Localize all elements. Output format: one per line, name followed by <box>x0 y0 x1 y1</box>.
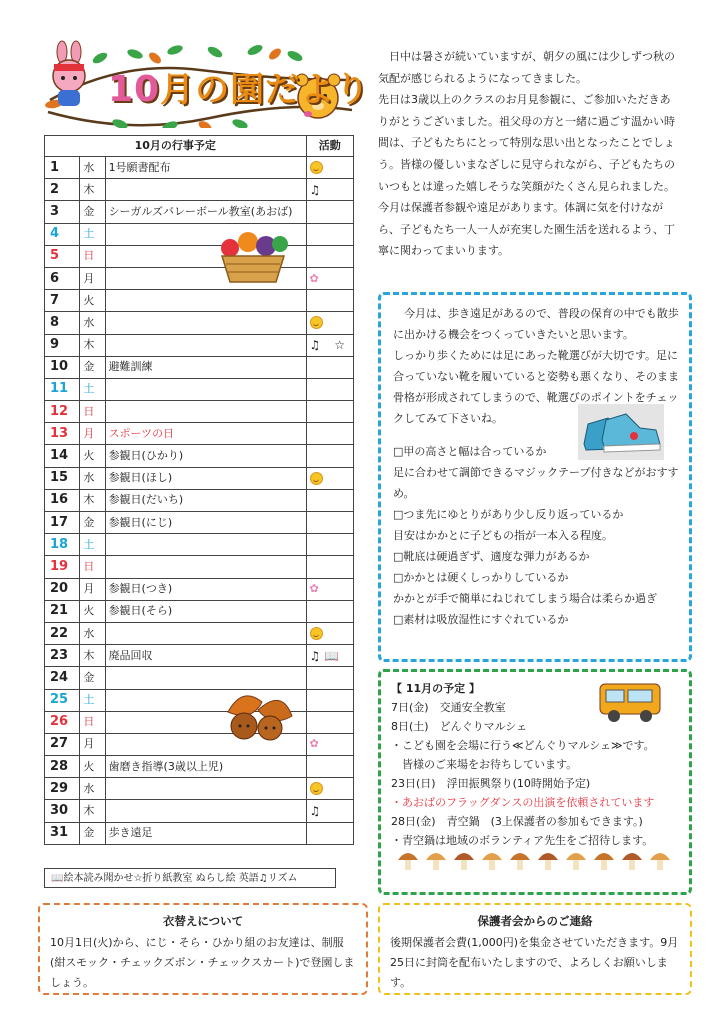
weekday-cell: 土 <box>80 534 105 556</box>
weekday-cell: 木 <box>80 489 105 511</box>
activity-cell <box>306 822 354 844</box>
event-cell: 1号願書配布 <box>105 157 306 179</box>
day-cell: 2 <box>45 179 80 201</box>
table-row <box>45 800 354 822</box>
activity-cell <box>306 201 354 223</box>
activity-legend: 📖絵本読み聞かせ☆折り紙教室 ぬらし絵 英語♫リズム <box>44 868 336 888</box>
day-cell: 18 <box>45 534 80 556</box>
pta-notice-title: 保護者会からのご連絡 <box>477 914 593 928</box>
table-row <box>45 733 354 755</box>
weekday-cell: 金 <box>80 512 105 534</box>
activity-cell <box>306 578 354 600</box>
day-cell: 14 <box>45 445 80 467</box>
clothing-change-box <box>38 903 368 995</box>
weekday-cell: 火 <box>80 290 105 312</box>
event-cell: 参観日(ひかり) <box>105 445 306 467</box>
weekday-cell: 水 <box>80 157 105 179</box>
event-cell: 参観日(つき) <box>105 578 306 600</box>
fruit-basket-icon <box>210 226 292 288</box>
smile-icon <box>310 161 323 174</box>
event-cell <box>105 800 306 822</box>
weekday-cell: 日 <box>80 245 105 267</box>
event-cell <box>105 556 306 578</box>
weekday-cell: 月 <box>80 267 105 289</box>
table-row <box>45 201 354 223</box>
table-row <box>45 467 354 489</box>
table-row <box>45 556 354 578</box>
mushroom-icon <box>398 853 418 870</box>
newsletter-title: 10月の園だより <box>108 69 371 110</box>
shoes-lead: 今月は、歩き遠足があるので、普段の保育の中でも散歩に出かける機会をつくっていきたいと思います。 <box>393 307 679 341</box>
event-cell: 参観日(ほし) <box>105 467 306 489</box>
weekday-cell: 土 <box>80 378 105 400</box>
weekday-cell: 木 <box>80 645 105 667</box>
day-cell: 22 <box>45 622 80 644</box>
day-cell: 30 <box>45 800 80 822</box>
weekday-cell: 月 <box>80 578 105 600</box>
day-cell: 12 <box>45 401 80 423</box>
activity-cell <box>306 157 354 179</box>
day-cell: 8 <box>45 312 80 334</box>
november-item: ・あおばのフラッグダンスの出演を依頼されています <box>391 796 655 809</box>
smile-icon <box>310 472 323 485</box>
table-row <box>45 645 354 667</box>
event-cell: 避難訓練 <box>105 356 306 378</box>
mushroom-icon <box>454 853 474 870</box>
event-cell: 廃品回収 <box>105 645 306 667</box>
activity-cell <box>306 245 354 267</box>
event-cell: シーガルズバレーボール教室(あおば) <box>105 201 306 223</box>
activity-cell <box>306 645 354 667</box>
table-row <box>45 534 354 556</box>
table-row <box>45 312 354 334</box>
pta-notice-box <box>378 903 692 995</box>
intro-paragraph: 今月は保護者参観や遠足があります。体調に気を付けながら、子どもたち一人一人が充実した園生活を送れるよう、丁寧に関わってまいります。 <box>378 201 675 258</box>
table-row <box>45 600 354 622</box>
day-cell: 20 <box>45 578 80 600</box>
event-cell <box>105 334 306 356</box>
mushroom-icon <box>650 853 670 870</box>
table-row <box>45 401 354 423</box>
activity-cell <box>306 290 354 312</box>
activity-cell <box>306 334 354 356</box>
table-row <box>45 778 354 800</box>
day-cell: 21 <box>45 600 80 622</box>
weekday-cell: 日 <box>80 556 105 578</box>
november-item: 皆様のご来場をお待ちしています。 <box>391 758 578 771</box>
event-cell: 参観日(そら) <box>105 600 306 622</box>
event-cell: スポーツの日 <box>105 423 306 445</box>
activity-cell <box>306 467 354 489</box>
intro-paragraph: 先日は3歳以上のクラスのお月見参観に、ご参加いただきありがとうございました。祖父母の方と一緒に過ごす温かい時間は、子どもたちにとって特別な思い出となったことでしょう。皆様の優しいまなざしに見守られながら、子どもたちのいつもとは違った嬉しそうな笑顔がたくさん見られました。 <box>378 93 675 193</box>
weekday-cell: 水 <box>80 312 105 334</box>
activity-cell <box>306 600 354 622</box>
intro-paragraph: 日中は暑さが続いていますが、朝夕の風には少しずつ秋の気配が感じられるようになってきました。 <box>378 50 675 85</box>
event-cell <box>105 622 306 644</box>
flower-icon: ✿ <box>309 737 319 751</box>
activity-cell <box>306 689 354 711</box>
activity-cell <box>306 445 354 467</box>
activity-cell <box>306 223 354 245</box>
activity-cell <box>306 800 354 822</box>
november-item: 7日(金) 交通安全教室 <box>391 701 506 714</box>
weekday-cell: 木 <box>80 334 105 356</box>
day-cell: 5 <box>45 245 80 267</box>
november-item: ・青空鍋は地域のボランティア先生をご招待します。 <box>391 834 654 847</box>
smile-icon <box>310 627 323 640</box>
weekday-cell: 金 <box>80 201 105 223</box>
checklist-item: □つま先にゆとりがあり少し反り返っているか <box>393 508 624 521</box>
music-note-icon: ♫ <box>309 804 321 819</box>
event-cell: 参観日(にじ) <box>105 512 306 534</box>
mushroom-icon <box>510 853 530 870</box>
event-cell <box>105 290 306 312</box>
activity-cell <box>306 312 354 334</box>
activity-cell <box>306 667 354 689</box>
activity-cell <box>306 179 354 201</box>
day-cell: 28 <box>45 756 80 778</box>
weekday-cell: 日 <box>80 401 105 423</box>
event-cell <box>105 534 306 556</box>
event-schedule-table <box>44 135 354 845</box>
mushroom-icon <box>594 853 614 870</box>
event-cell: 歩き遠足 <box>105 822 306 844</box>
music-note-icon: ♫ <box>309 182 321 197</box>
acorn-leaves-icon <box>222 682 294 744</box>
table-row <box>45 489 354 511</box>
mushroom-icon <box>538 853 558 870</box>
smile-icon <box>310 316 323 329</box>
table-row <box>45 290 354 312</box>
day-cell: 4 <box>45 223 80 245</box>
activity-cell <box>306 401 354 423</box>
weekday-cell: 火 <box>80 445 105 467</box>
weekday-cell: 水 <box>80 467 105 489</box>
november-item: 23日(日) 浮田振興祭り(10時開始予定) <box>391 777 591 790</box>
activity-cell <box>306 756 354 778</box>
november-item: 8日(土) どんぐりマルシェ <box>391 720 528 733</box>
day-cell: 3 <box>45 201 80 223</box>
weekday-cell: 木 <box>80 800 105 822</box>
day-cell: 9 <box>45 334 80 356</box>
music-note-icon: ♫ <box>309 648 321 663</box>
november-title: 【 11月の予定 】 <box>391 682 480 695</box>
mushroom-icon <box>426 853 446 870</box>
table-row <box>45 667 354 689</box>
november-item: ・こども園を会場に行う≪どんぐりマルシェ≫です。 <box>391 739 655 752</box>
day-cell: 17 <box>45 512 80 534</box>
activity-cell <box>306 356 354 378</box>
activity-cell <box>306 534 354 556</box>
day-cell: 10 <box>45 356 80 378</box>
flower-icon: ✿ <box>309 582 319 596</box>
table-row <box>45 423 354 445</box>
star-icon: ☆ <box>334 338 346 353</box>
day-cell: 15 <box>45 467 80 489</box>
weekday-cell: 水 <box>80 778 105 800</box>
activity-cell <box>306 423 354 445</box>
clothing-change-title: 衣替えについて <box>162 914 244 928</box>
food-truck-icon <box>596 678 666 724</box>
day-cell: 31 <box>45 822 80 844</box>
shoe-selection-box <box>378 292 692 662</box>
table-row <box>45 822 354 844</box>
day-cell: 27 <box>45 733 80 755</box>
weekday-cell: 金 <box>80 356 105 378</box>
day-cell: 25 <box>45 689 80 711</box>
activity-cell <box>306 512 354 534</box>
book-icon: 📖 <box>324 648 340 663</box>
weekday-cell: 火 <box>80 600 105 622</box>
shoes-paragraph: しっかり歩くためには足にあった靴選びが大切です。足に合っていない靴を履いていると姿勢も悪くなり、そのまま骨格が形成されてしまうので、靴選びのポイントをチェックしてみて下さいね。 <box>393 349 679 425</box>
event-cell: 歯磨き指導(3歳以上児) <box>105 756 306 778</box>
weekday-cell: 土 <box>80 223 105 245</box>
table-row <box>45 622 354 644</box>
checklist-note: 目安はかかとに子どもの指が一本入る程度。 <box>393 529 613 542</box>
weekday-cell: 水 <box>80 622 105 644</box>
table-row <box>45 756 354 778</box>
table-row <box>45 267 354 289</box>
table-row <box>45 578 354 600</box>
table-row <box>45 512 354 534</box>
weekday-cell: 金 <box>80 822 105 844</box>
activity-cell <box>306 778 354 800</box>
day-cell: 19 <box>45 556 80 578</box>
table-row <box>45 245 354 267</box>
event-cell <box>105 179 306 201</box>
table-row <box>45 223 354 245</box>
day-cell: 24 <box>45 667 80 689</box>
checklist-note: 足に合わせて調節できるマジックテープ付きなどがおすすめ。 <box>393 466 679 500</box>
activity-header: 活動 <box>306 136 354 157</box>
event-cell <box>105 312 306 334</box>
checklist-item: □甲の高さと幅は合っているか <box>393 445 547 458</box>
flower-icon: ✿ <box>309 271 319 285</box>
checklist-item: □素材は吸放湿性にすぐれているか <box>393 613 569 626</box>
event-cell <box>105 778 306 800</box>
activity-cell <box>306 378 354 400</box>
weekday-cell: 日 <box>80 711 105 733</box>
smile-icon <box>310 782 323 795</box>
november-item: 28日(金) 青空鍋 (3上保護者の参加もできます。) <box>391 815 643 828</box>
sneakers-icon <box>578 404 664 460</box>
activity-cell <box>306 733 354 755</box>
table-row <box>45 157 354 179</box>
table-header-row <box>45 136 354 157</box>
day-cell: 11 <box>45 378 80 400</box>
table-row <box>45 378 354 400</box>
event-cell <box>105 378 306 400</box>
clothing-change-body: 10月1日(火)から、にじ・そら・ひかり組のお友達は、制服(紺スモック・チェックズボン・チェックスカート)で登園しましょう。 <box>50 936 355 989</box>
day-cell: 7 <box>45 290 80 312</box>
day-cell: 6 <box>45 267 80 289</box>
activity-cell <box>306 711 354 733</box>
intro-text <box>378 46 678 262</box>
table-row <box>45 445 354 467</box>
music-note-icon: ♫ <box>309 338 321 353</box>
day-cell: 23 <box>45 645 80 667</box>
table-row <box>45 179 354 201</box>
activity-cell <box>306 267 354 289</box>
mushroom-icon <box>622 853 642 870</box>
weekday-cell: 金 <box>80 667 105 689</box>
event-cell <box>105 401 306 423</box>
weekday-cell: 木 <box>80 179 105 201</box>
table-row <box>45 356 354 378</box>
event-cell: 参観日(だいち) <box>105 489 306 511</box>
schedule-title: 10月の行事予定 <box>45 136 307 157</box>
weekday-cell: 月 <box>80 733 105 755</box>
table-row <box>45 689 354 711</box>
day-cell: 26 <box>45 711 80 733</box>
activity-cell <box>306 556 354 578</box>
activity-cell <box>306 489 354 511</box>
checklist-item: □かかとは硬くしっかりしているか <box>393 571 569 584</box>
weekday-cell: 火 <box>80 756 105 778</box>
table-row <box>45 334 354 356</box>
table-row <box>45 711 354 733</box>
weekday-cell: 土 <box>80 689 105 711</box>
pta-notice-body: 後期保護者会費(1,000円)を集金させていただきます。9月25日に封筒を配布いたしますので、よろしくお願いします。 <box>390 936 679 989</box>
checklist-item: □靴底は硬過ぎず、適度な弾力があるか <box>393 550 590 563</box>
day-cell: 13 <box>45 423 80 445</box>
day-cell: 29 <box>45 778 80 800</box>
mushroom-icon <box>566 853 586 870</box>
newsletter-header <box>40 40 371 128</box>
checklist-note: かかとが手で簡単にねじれてしまう場合は柔らか過ぎ <box>393 592 657 605</box>
day-cell: 1 <box>45 157 80 179</box>
mushroom-icon <box>482 853 502 870</box>
activity-cell <box>306 622 354 644</box>
mushroom-row-icon <box>398 848 678 874</box>
weekday-cell: 月 <box>80 423 105 445</box>
day-cell: 16 <box>45 489 80 511</box>
